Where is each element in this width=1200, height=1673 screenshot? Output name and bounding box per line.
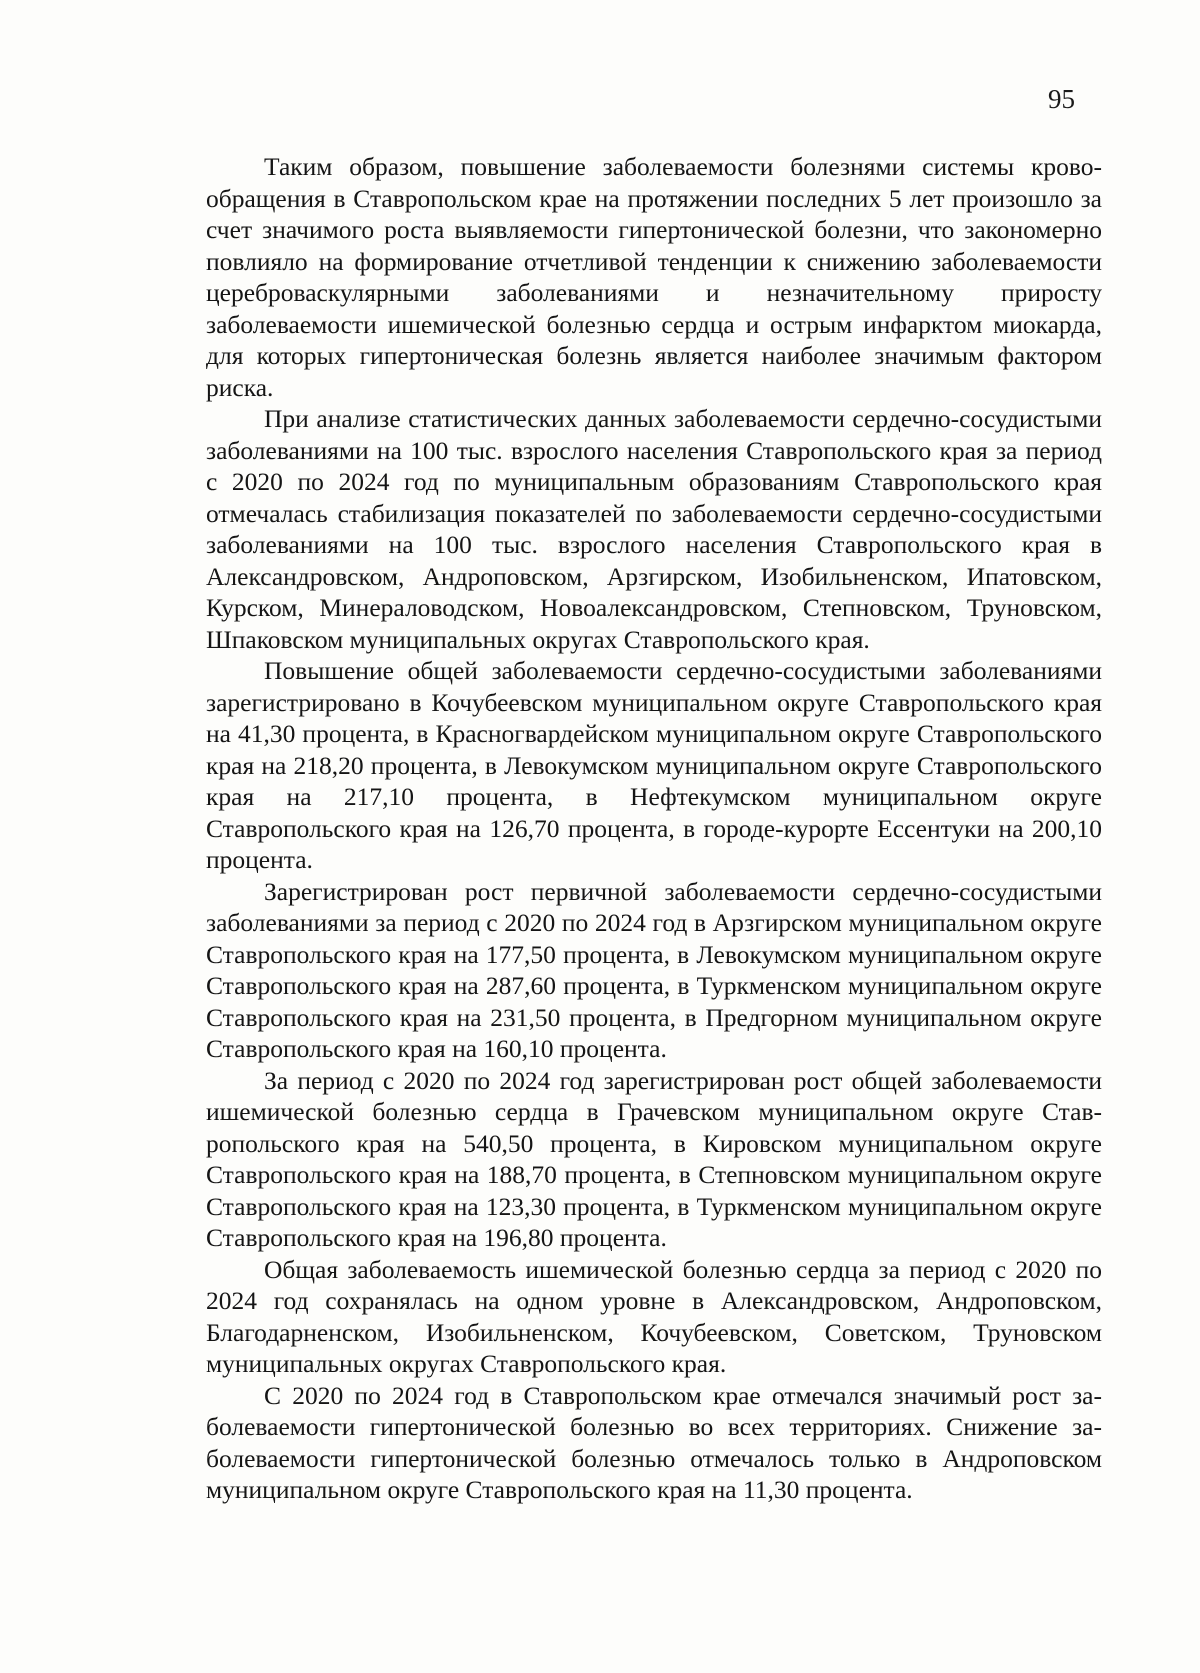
paragraph-2: При анализе статистических данных заболеваемости сердечно-сосудистыми заболеваниями на 100 тыс. взрослого населения Ставропольского края за период с 2020 по 2024 год по муниципальным образованиям Ставропольского края отмечалась стабилизация показателей по заболеваемости сердечно-сосудистыми заболеваниями на 100 тыс. взрослого населения Ставропольского края в Александровском, Андроповском, Арзгирском, Изобильненском, Ипатовском, Курском, Минераловодском, Новоалександровском, Степновском, Труновском, Шпаковском муниципальных округах Ставропольского края. [206,404,1102,654]
paragraph-3: Повышение общей заболеваемости сердечно-сосудистыми заболеваниями зарегистрировано в Кочубеевском муниципальном округе Ставропольского края на 41,30 процента, в Красногвардейском муниципальном округе Ставропольского края на 218,20 процента, в Левокумском муниципальном округе Ставропольского края на 217,10 процента, в Нефтекумском муниципальном округе Ставропольского края на 126,70 процента, в городе-курорте Ессентуки на 200,10 процента. [206,656,1102,874]
paragraph-1: Таким образом, повышение заболеваемости болезнями системы кровообращения в Ставропольском крае на протяжении последних 5 лет произошло за счет значимого роста выявляемости гипертонической болезни, что закономерно повлияло на формирование отчетливой тенденции к снижению заболеваемости цереброваскулярными заболеваниями и незначительному приросту заболеваемости ишемической болезнью сердца и острым инфарктом миокарда, для которых гипертоническая болезнь является наиболее значимым фактором риска. [206,152,1102,402]
paragraph-7: С 2020 по 2024 год в Ставропольском крае отмечался значимый рост заболеваемости гипертонической болезнью во всех территориях. Снижение заболеваемости гипертонической болезнью отмечалось только в Андроповском муниципальном округе Ставропольского края на 11,30 процента. [206,1380,1102,1504]
paragraph-4: Зарегистрирован рост первичной заболеваемости сердечно-сосудистыми заболеваниями за период с 2020 по 2024 год в Арзгирском муниципальном округе Ставропольского края на 177,50 процента, в Левокумском муниципальном округе Ставропольского края на 287,60 процента, в Туркменском муниципальном округе Ставропольского края на 231,50 процента, в Предгорном муниципальном округе Ставропольского края на 160,10 процента. [206,876,1102,1063]
paragraph-5: За период с 2020 по 2024 год зарегистрирован рост общей заболеваемости ишемической болезнью сердца в Грачевском муниципальном округе Ставропольского края на 540,50 процента, в Кировском муниципальном округе Ставропольского края на 188,70 процента, в Степновском муниципальном округе Ставропольского края на 123,30 процента, в Туркменском муниципальном округе Ставропольского края на 196,80 процента. [206,1065,1102,1252]
paragraph-6: Общая заболеваемость ишемической болезнью сердца за период с 2020 по 2024 год сохранялась на одном уровне в Александровском, Андроповском, Благодарненском, Изобильненском, Кочубеевском, Советском, Труновском муниципальных округах Ставропольского края. [206,1254,1102,1378]
page-number: 95 [1048,84,1075,114]
document-body [206,151,1102,1506]
